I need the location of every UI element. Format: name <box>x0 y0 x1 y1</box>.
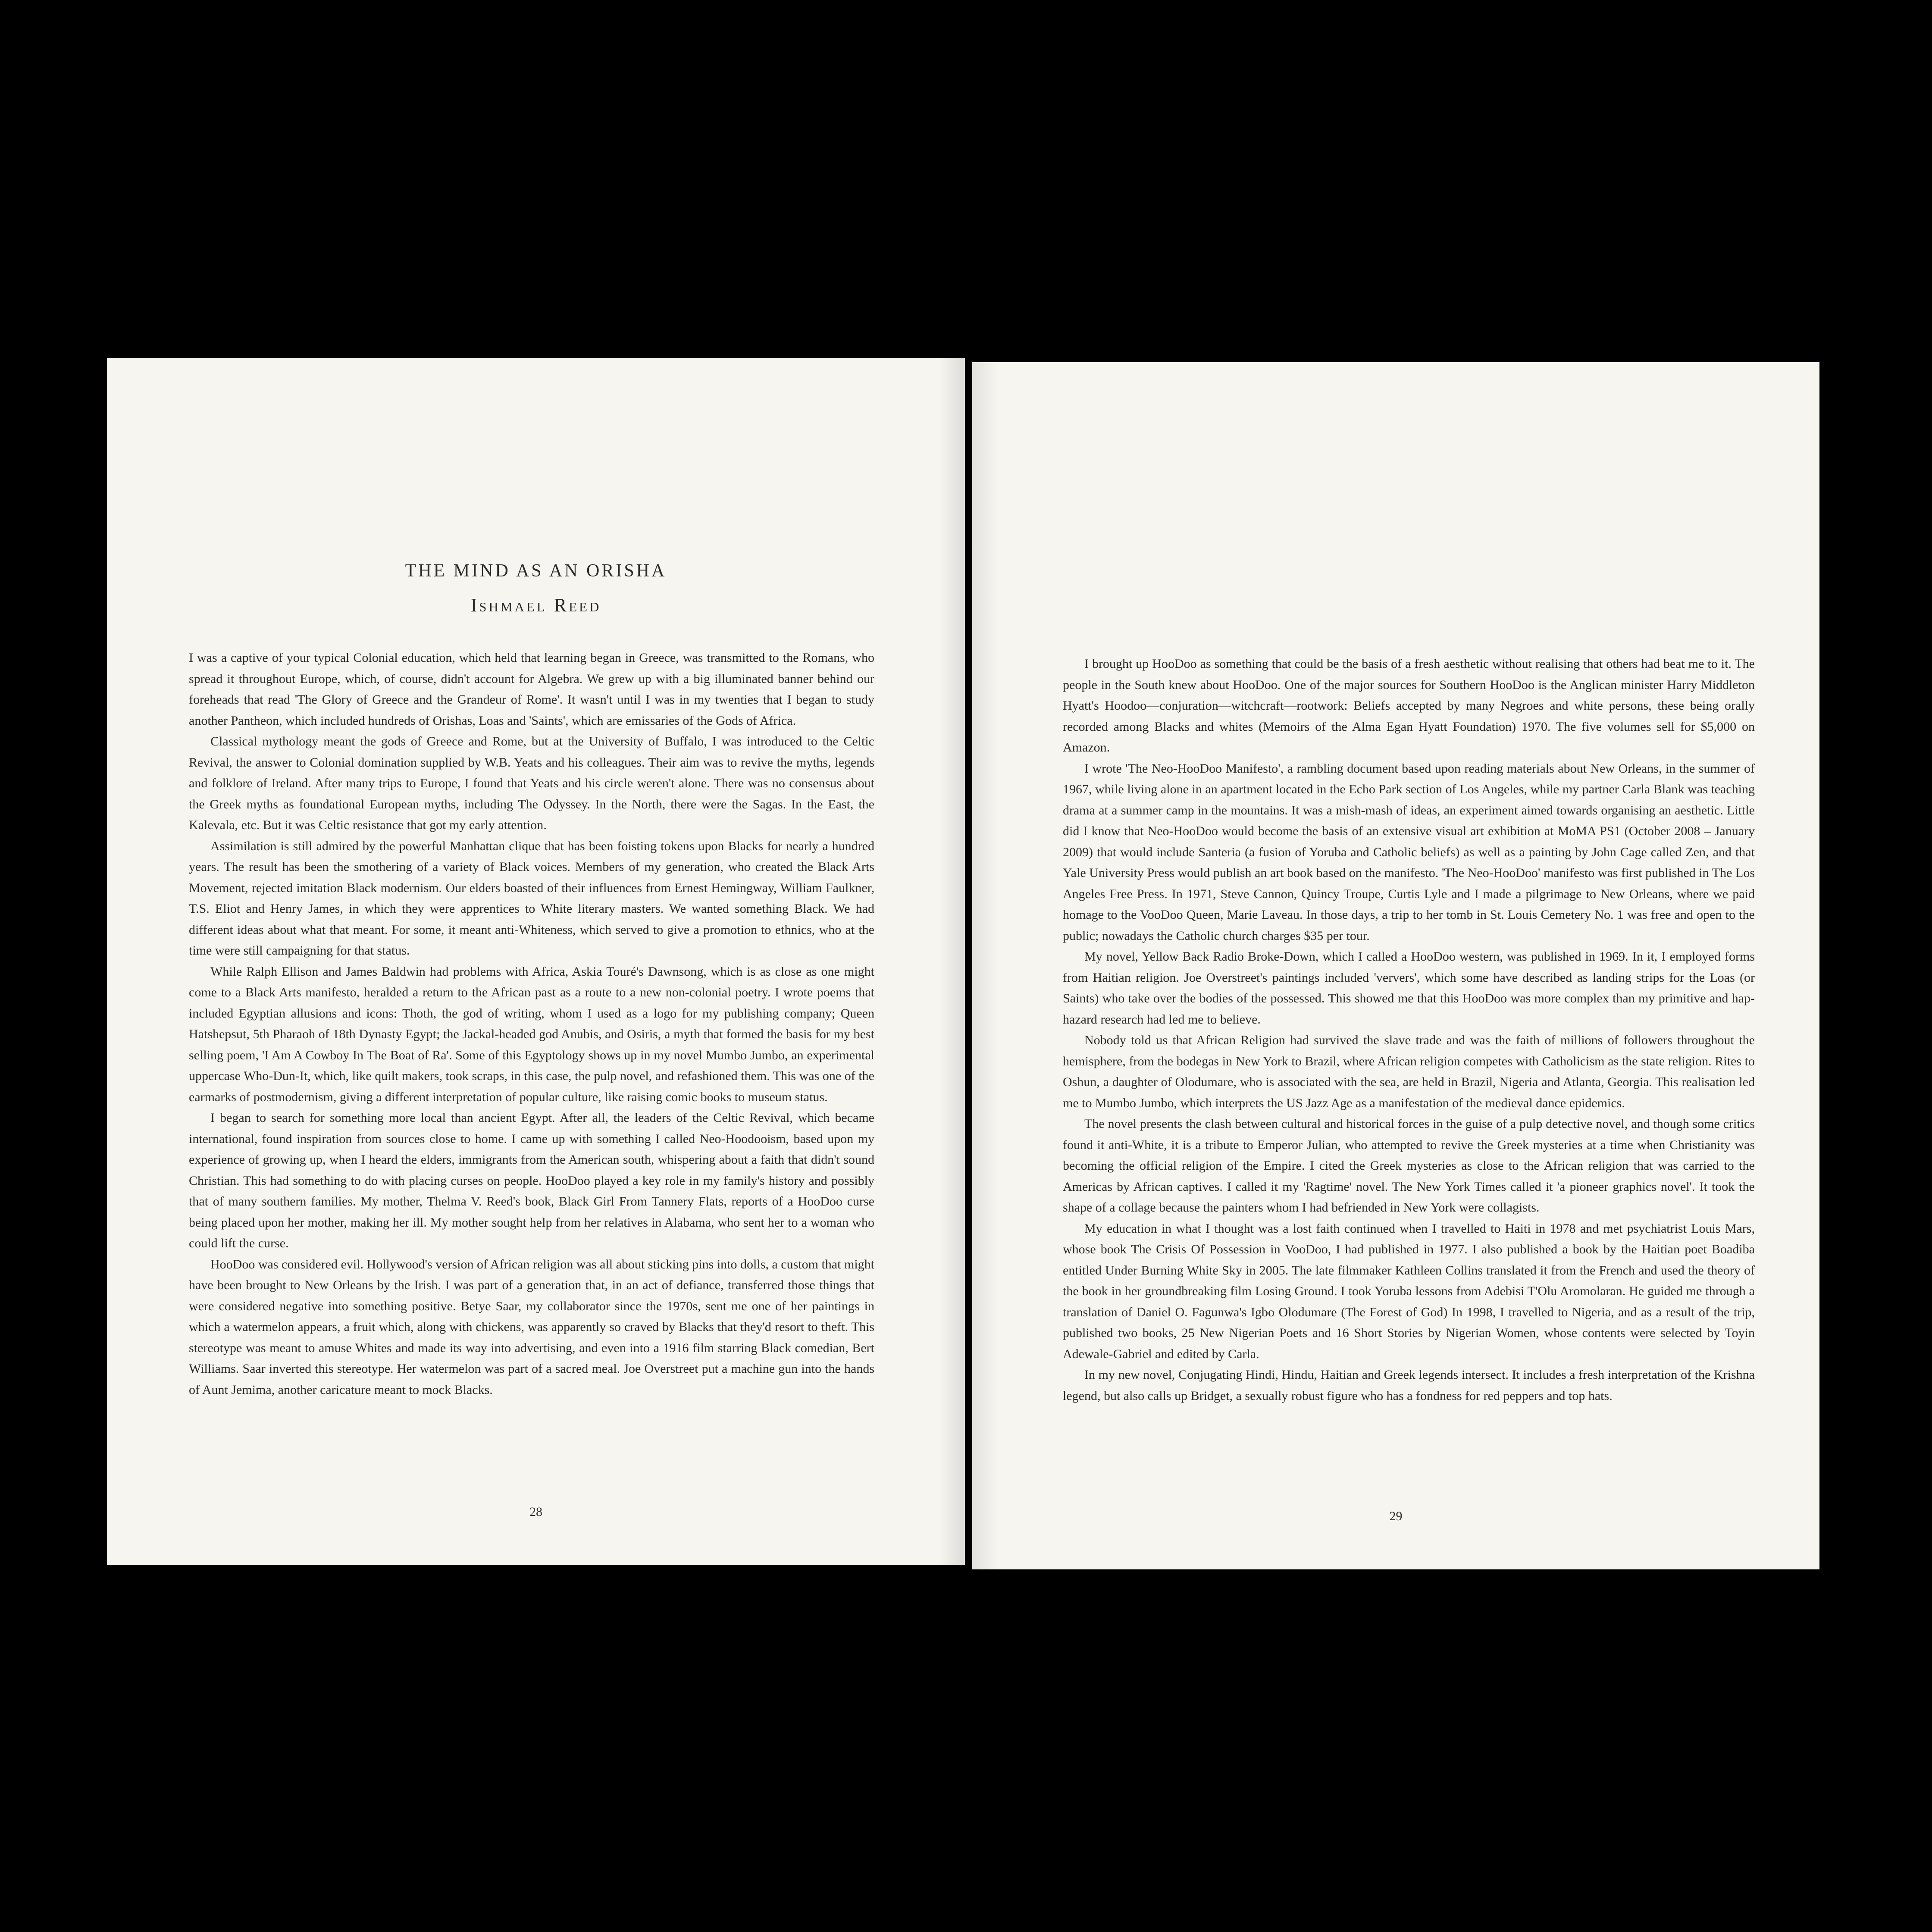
paragraph: Assimilation is still admired by the powerful Manhattan clique that has been foisting tokens upon Blacks for nearly a hundred years. The result has been the smothering of a variety of Black voices. Members of my generation, who created the Black Arts Movement, rejected imitation Black modernism. Our elders boasted of their influences from Ernest Hemingway, William Faulkner, T.S. Eliot and Henry James, in which they were apprentices to White literary masters. We wanted something Black. We had different ideas about what that meant. For some, it meant anti-Whiteness, which served to give a promotion to ethnics, who at the time were still campaigning for that status. <box>189 839 874 958</box>
page-number: 29 <box>1389 1509 1403 1523</box>
paragraph: While Ralph Ellison and James Baldwin had problems with Africa, Askia Touré's Dawnsong, which is as close as one might come to a Black Arts manifesto, heralded a return to the African past as a route to a new non-colonial poetry. I wrote poems that included Egyptian allusions and icons: Thoth, the god of writing, whom I used as a logo for my publishing company; Queen Hatshepsut, 5th Pharaoh of 18th Dynasty Egypt; the Jackal-headed god Anubis, and Osiris, a myth that formed the basis for my best selling poem, 'I Am A Cowboy In The Boat of Ra'. Some of this Egyptology shows up in my novel Mumbo Jumbo, an experimental uppercase Who-Dun-It, which, like quilt makers, took scraps, in this case, the pulp novel, and refashioned them. This was one of the earmarks of postmodernism, giving a different interpretation of popular culture, like raising comic books to museum status. <box>189 964 874 1104</box>
paragraph: My education in what I thought was a lost faith continued when I travelled to Haiti in 1978 and met psychiatrist Louis Mars, whose book The Crisis Of Possession in VooDoo, I had published in 1977. I also published a book by the Haitian poet Boadiba entitled Under Burning White Sky in 2005. The late filmmaker Kathleen Collins translated it from the French and used the theory of the book in her groundbreaking film Losing Ground. I took Yoruba lessons from Adebisi T'Olu Aromolaran. He guided me through a translation of Daniel O. Fagunwa's Igbo Olodumare (The Forest of God) In 1998, I travelled to Nigeria, and as a result of the trip, published two books, 25 New Nigerian Poets and 16 Short Stories by Nigerian Women, whose contents were selected by Toyin Adewale-Gabriel and edited by Carla. <box>1063 1221 1755 1361</box>
page-number: 28 <box>529 1505 542 1519</box>
paragraph: I brought up HooDoo as something that could be the basis of a fresh aesthetic without realising that others had beat me to it. The people in the South knew about HooDoo. One of the major sources for Southern HooDoo is the Anglican minister Harry Middleton Hyatt's Hoodoo—conjuration—witchcraft—rootwork: Beliefs accepted by many Negroes and white persons, these being orally recorded among Blacks and whites (Memoirs of the Alma Egan Hyatt Foundation) 1970. The five volumes sell for $5,000 on Amazon. <box>1063 657 1755 755</box>
paragraph: I began to search for something more local than ancient Egypt. After all, the leaders of the Celtic Revival, which became international, found inspiration from sources close to home. I came up with something I called Neo-Hoodooism, based upon my experience of growing up, when I heard the elders, immigrants from the American south, whispering about a faith that didn't sound Christian. This had something to do with placing curses on people. HooDoo played a key role in my family's history and possibly that of many southern families. My mother, Thelma V. Reed's book, Black Girl From Tannery Flats, reports of a HooDoo curse being placed upon her mother, making her ill. My mother sought help from her relatives in Alabama, who sent her to a woman who could lift the curse. <box>189 1111 874 1250</box>
paragraph: I was a captive of your typical Colonial education, which held that learning began in Greece, was transmitted to the Romans, who spread it throughout Europe, which, of course, didn't account for Algebra. We grew up with a big illuminated banner behind our foreheads that read 'The Glory of Greece and the Grandeur of Rome'. It wasn't until I was in my twenties that I began to study another Pantheon, which included hundreds of Orishas, Loas and 'Saints', which are emissaries of the Gods of Africa. <box>189 651 874 728</box>
left-body-text <box>189 648 874 1400</box>
paragraph: The novel presents the clash between cultural and historical forces in the guise of a pulp detective novel, and though some critics found it anti-White, it is a tribute to Emperor Julian, who attempted to revive the Greek mysteries at a time when Christianity was becoming the official religion of the Empire. I cited the Greek mysteries as close to the African religion that was carried to the Americas by African captives. I called it my 'Ragtime' novel. The New York Times called it 'a pioneer graphics novel'. It took the shape of a collage because the painters whom I had befriended in New York were collagists. <box>1063 1117 1755 1215</box>
paragraph: Nobody told us that African Religion had survived the slave trade and was the faith of millions of followers throughout the hemisphere, from the bodegas in New York to Brazil, where African religion competes with Catholicism as the state religion. Rites to Oshun, a daughter of Olodumare, who is associated with the sea, are held in Brazil, Nigeria and Atlanta, Georgia. This realisation led me to Mumbo Jumbo, which interprets the US Jazz Age as a manifestation of the medieval dance epidemics. <box>1063 1033 1755 1110</box>
paragraph: My novel, Yellow Back Radio Broke-Down, which I called a HooDoo western, was published in 1969. In it, I employed forms from Haitian religion. Joe Overstreet's paintings included 'ververs', which some have described as landing strips for the Loas (or Saints) who take over the bodies of the possessed. This showed me that this HooDoo was more complex than my primitive and hap-hazard research had led me to believe. <box>1063 949 1755 1027</box>
gutter-shadow <box>939 358 965 1565</box>
right-page <box>972 362 1819 1569</box>
right-body-text <box>1063 654 1755 1406</box>
paragraph: HooDoo was considered evil. Hollywood's version of African religion was all about sticking pins into dolls, a custom that might have been brought to New Orleans by the Irish. I was part of a generation that, in an act of defiance, transferred those things that were considered negative into something positive. Betye Saar, my collaborator since the 1970s, sent me one of her paintings in which a watermelon appears, a fruit which, along with chickens, was apparently so craved by Blacks that they'd resort to theft. This stereotype was meant to amuse Whites and made its way into advertising, and even into a 1916 film starring Black comedian, Bert Williams. Saar inverted this stereotype. Her watermelon was part of a sacred meal. Joe Overstreet put a machine gun into the hands of Aunt Jemima, another caricature meant to mock Blacks. <box>189 1257 874 1397</box>
article-title: THE MIND AS AN ORISHA <box>405 561 667 581</box>
paragraph: I wrote 'The Neo-HooDoo Manifesto', a rambling document based upon reading materials about New Orleans, in the summer of 1967, while living alone in an apartment located in the Echo Park section of Los Angeles, while my partner Carla Blank was teaching drama at a summer camp in the mountains. It was a mish-mash of ideas, an experiment aimed towards organising an aesthetic. Little did I know that Neo-HooDoo would become the basis of an extensive visual art exhibition at MoMA PS1 (October 2008 – January 2009) that would include Santeria (a fusion of Yoruba and Catholic beliefs) as well as a painting by John Cage called Zen, and that Yale University Press would publish an art book based on the manifesto. 'The Neo-HooDoo' manifesto was first published in The Los Angeles Free Press. In 1971, Steve Cannon, Quincy Troupe, Curtis Lyle and I made a pilgrimage to New Orleans, where we paid homage to the VooDoo Queen, Marie Laveau. In those days, a trip to her tomb in St. Louis Cemetery No. 1 was free and open to the public; nowadays the Catholic church charges $35 per tour. <box>1063 761 1755 943</box>
gutter-shadow <box>972 362 998 1569</box>
paragraph: In my new novel, Conjugating Hindi, Hindu, Haitian and Greek legends intersect. It includes a fresh interpretation of the Krishna legend, but also calls up Bridget, a sexually robust figure who has a fondness for red peppers and top hats. <box>1063 1368 1755 1403</box>
paragraph: Classical mythology meant the gods of Greece and Rome, but at the University of Buffalo, I was introduced to the Celtic Revival, the answer to Colonial domination supplied by W.B. Yeats and his colleagues. Their aim was to revive the myths, legends and folklore of Ireland. After many trips to Europe, I found that Yeats and his circle weren't alone. There was no consensus about the Greek myths as foundational European myths, including The Odyssey. In the North, there were the Sagas. In the East, the Kalevala, etc. But it was Celtic resistance that got my early attention. <box>189 734 874 832</box>
left-page <box>107 358 965 1565</box>
article-author: Ishmael Reed <box>470 595 601 616</box>
